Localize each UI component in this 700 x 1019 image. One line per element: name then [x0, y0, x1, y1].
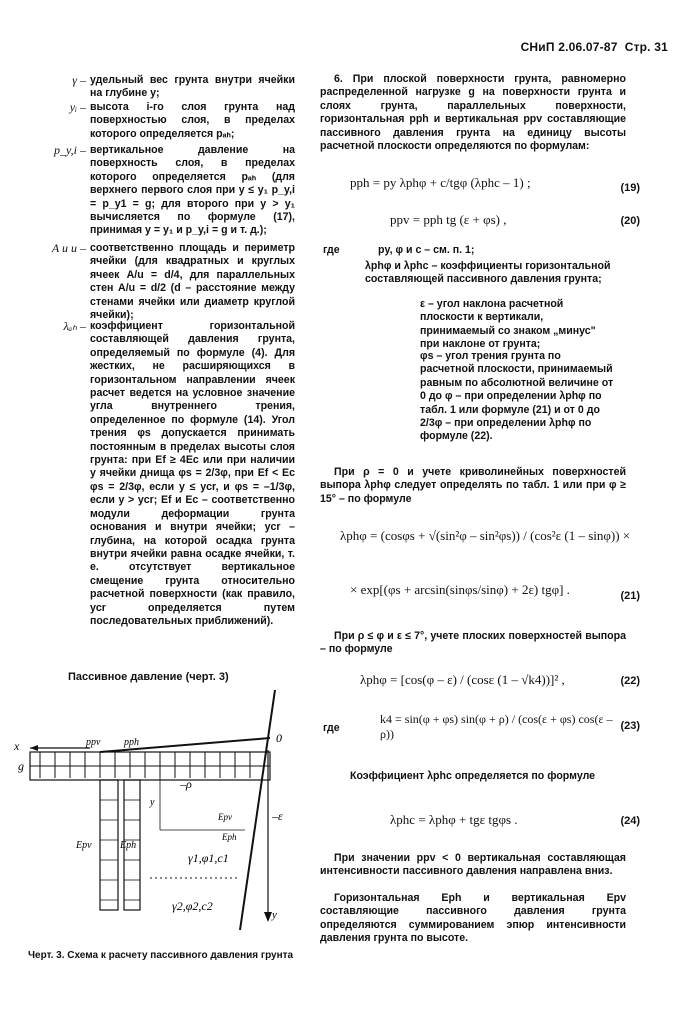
para-6: 6. При плоской поверхности грунта, равномерно распределенной нагрузке g на поверхности грунта и слоях грунта, параллельных поверхности, горизонтальная pph и вертикальная ppv составляющие пассивного давления грунта на единицу высоты расчетной плоскости определяются по формулам: — [320, 73, 626, 153]
label-y-axis: y — [272, 909, 277, 921]
wall-line — [240, 690, 275, 930]
def-yi: yᵢ – высота i-го слоя грунта над поверхностью слоя, в пределах которого определяется pₐₕ; — [69, 100, 295, 140]
label-y-dim: y — [150, 797, 155, 808]
label-eph-small: Eph — [222, 832, 237, 842]
figure-passive-pressure — [0, 690, 320, 940]
formula-20: ppv = pph tg (ε + φs) , — [390, 212, 507, 227]
eq-number-22: (22) — [620, 675, 640, 687]
formula-23: k4 = sin(φ + φs) sin(φ + ρ) / (cos(ε + φs) cos(ε – ρ)) — [380, 712, 613, 741]
def-a-u: A и u – соответственно площадь и периметр ячейки (для квадратных и круглых ячеек A/u = d/4, для параллельных стен A/u = d/2 (d – расстояние между стенами ячейки или диаметр круглой ячейки); — [51, 241, 295, 322]
where-py: py, φ и c – см. п. 1; — [378, 244, 475, 256]
label-eph: Eph — [120, 840, 137, 851]
eq-number-20: (20) — [620, 215, 640, 227]
section-title: Пассивное давление (черт. 3) — [68, 671, 229, 683]
para-last: Горизонтальная Eph и вертикальная Epv составляющие пассивного давления грунта определяются суммированием эпюр интенсивности давления грунта по высоте. — [320, 892, 626, 945]
figure-caption: Черт. 3. Схема к расчету пассивного давления грунта — [28, 950, 294, 961]
def-lambda-ah: λₐₕ – коэффициент горизонтальной составляющей давления грунта, определяемый по формуле (4). Для жестких, не расширяющихся в горизонтальном направлении ячеек расчет ведется на условное значение угла внутреннего трения, определенное по формуле (14). Угол трения φs допускается принимать постоянным в пределах высоты слоя грунта: при Ef ≥ 4Ec или при наличии у ячейки днища φs = 2/3φ, при Ef < Ec φs = 2/3φ, если y ≤ ycr, и φs = –1/3φ, если y > ycr; Ef и Ec – соответственно модули деформации грунта основания и внутри ячейки; ycr – глубина, на которой осадка грунта внутри ячейки равна осадке ячейки, т. е. отсутствует вертикальное смещение грунта относительно расчетной поверхности (как правило, ycr определяется путем последовательных приближений). — [63, 319, 295, 627]
where-epsilon: ε – угол наклона расчетной плоскости к вертикали, принимаемый со знаком „минус" при наклоне от грунта; — [420, 298, 596, 351]
label-epv-small: Epv — [218, 812, 232, 822]
doc-code: СНиП 2.06.07-87 — [520, 40, 618, 54]
label-layer1: γ1,φ1,c1 — [188, 851, 229, 865]
para-small-slope: При ρ ≤ φ и ε ≤ 7°, учете плоских поверхностей выпора – по формуле — [320, 630, 626, 656]
label-pph: pph — [124, 737, 139, 748]
label-layer2: γ2,φ2,c2 — [172, 899, 213, 913]
label-x: x — [14, 739, 20, 753]
where-lambda: λphφ и λphc – коэффициенты горизонтальной составляющей пассивного давления грунта; — [365, 260, 611, 286]
label-epsilon: –ε — [272, 809, 283, 823]
y-axis-arrow — [264, 912, 272, 922]
formula-21b: × exp[(φs + arcsin(sinφs/sinφ) + 2ε) tgφ] . — [350, 582, 570, 597]
label-epv: Epv — [76, 840, 92, 851]
formula-19: pph = py λphφ + c/tgφ (λphc – 1) ; — [350, 175, 531, 190]
label-ppv: ppv — [86, 737, 101, 748]
where-label-1: где — [323, 244, 340, 256]
formula-22: λphφ = [cos(φ – ε) / (cosε (1 – √k4))]² , — [360, 672, 565, 687]
x-axis-arrow — [30, 745, 38, 751]
eq-number-24: (24) — [620, 815, 640, 827]
where-label-2: где — [323, 722, 340, 734]
label-rho: –ρ — [180, 777, 192, 791]
para-negative: При значении ppv < 0 вертикальная составляющая интенсивности пассивного давления направлена вниз. — [320, 852, 626, 878]
page-number: Стр. 31 — [624, 40, 668, 54]
formula-24: λphc = λphφ + tgε tgφs . — [390, 812, 518, 827]
eq-number-19: (19) — [620, 182, 640, 194]
where-phis: φs – угол трения грунта по расчетной плоскости, принимаемый равным по абсолютной величине от 0 до φ – при определении λphφ по табл. 1 или формуле (21) и от 0 до 2/3φ – при определении λphφ по формуле (22). — [420, 350, 614, 443]
label-origin: 0 — [276, 731, 282, 745]
def-gamma: γ – удельный вес грунта внутри ячейки на глубине y; — [72, 73, 295, 100]
para-rho-zero: При ρ = 0 и учете криволинейных поверхностей выпора λphφ следует определять по табл. 1 или при φ ≥ 15° – по формуле — [320, 466, 626, 505]
formula-21a: λphφ = (cosφs + √(sin²φ – sin²φs)) / (cos²ε (1 – sinφ)) × — [340, 528, 631, 543]
label-g: g — [18, 759, 24, 773]
page-header — [521, 40, 668, 54]
para-coef: Коэффициент λphc определяется по формуле — [350, 770, 596, 782]
eq-number-23: (23) — [620, 720, 640, 732]
eq-number-21: (21) — [620, 590, 640, 602]
load-arrows — [40, 752, 250, 778]
def-pyi: p_y,i – вертикальное давление на поверхность слоя, в пределах которого определяется pₐₕ (для верхнего первого слоя при y ≤ y₁ p_y,i = p_y1 = g; для второго при y > y₁ вычисляется по формуле (17), принимая y = y₁ и p_y,i = g и т. д.); — [54, 143, 295, 237]
epv-column — [100, 780, 118, 910]
